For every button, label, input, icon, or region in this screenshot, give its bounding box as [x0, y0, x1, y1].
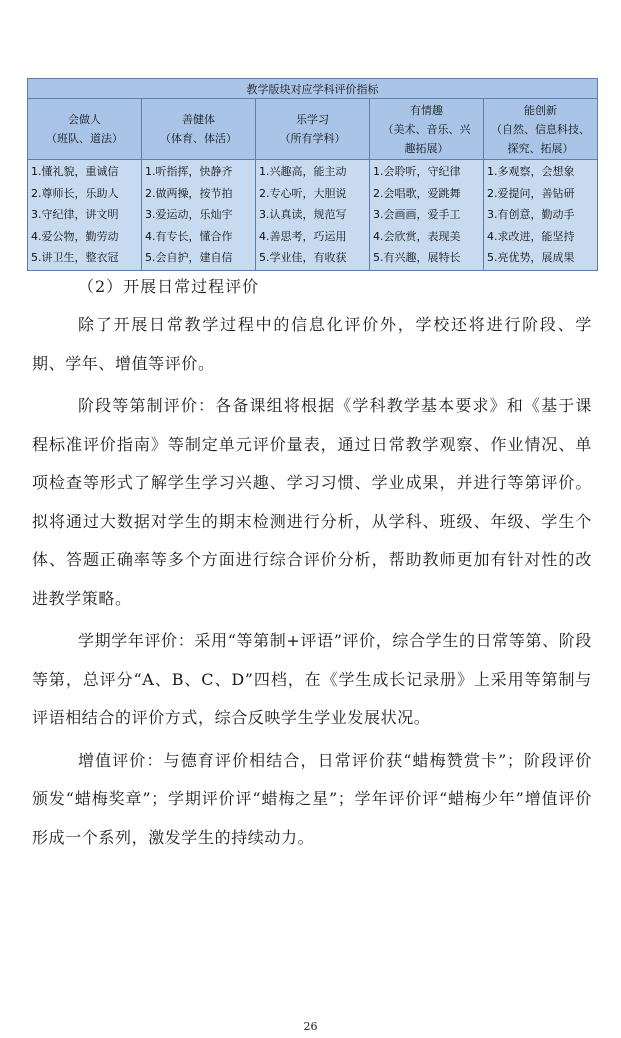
- indicator-item: 4.求改进，能坚持: [487, 229, 575, 243]
- paragraph: 增值评价：与德育评价相结合，日常评价获“蜡梅赞赏卡”；阶段评价颁发“蜡梅奖章”；学期评价评“蜡梅之星”；学年评价评“蜡梅少年”增值评价形成一个系列，激发学生的持续动力。: [32, 750, 592, 847]
- column-subjects: （体育、体活）: [160, 132, 237, 145]
- indicator-item: 2.做两操，按节拍: [145, 186, 233, 200]
- column-name: 能创新: [524, 103, 557, 117]
- table-cell: [484, 160, 598, 271]
- table-header-row: [28, 99, 598, 160]
- indicator-item: 1.听指挥，快静齐: [145, 165, 233, 179]
- paragraph: 学期学年评价：采用“等第制+评语”评价，综合学生的日常等第、阶段等第，总评分“A、B、C、D”四档，在《学生成长记录册》上采用等第制与评语相结合的评价方式，综合反映学生学业发展状况。: [32, 631, 592, 727]
- table-cell: [370, 160, 484, 271]
- indicator-item: 2.会唱歌，爱跳舞: [373, 186, 461, 200]
- table-cell: [142, 160, 256, 271]
- column-name: 会做人: [68, 113, 101, 126]
- indicator-item: 5.讲卫生，整衣冠: [31, 251, 119, 265]
- column-header: [28, 99, 142, 160]
- column-subjects: （班队、道法）: [46, 132, 123, 145]
- document-body: [32, 268, 592, 857]
- section-subheading: （2）开展日常过程评价: [78, 277, 260, 296]
- indicator-item: 4.会欣赏，表现美: [373, 229, 461, 243]
- column-header: [142, 99, 256, 160]
- indicator-item: 2.专心听，大胆说: [259, 186, 347, 200]
- indicator-item: 3.爱运动，乐灿宇: [145, 208, 233, 222]
- column-name: 乐学习: [296, 113, 329, 126]
- indicator-item: 1.多观察，会想象: [487, 165, 575, 179]
- indicator-item: 5.会自护，建自信: [145, 251, 233, 265]
- indicator-item: 1.兴趣高，能主动: [259, 165, 347, 179]
- evaluation-table-container: [27, 78, 598, 271]
- column-subjects: （所有学科）: [279, 132, 346, 145]
- paragraph: 除了开展日常教学过程中的信息化评价外，学校还将进行阶段、学期、学年、增值等评价。: [32, 315, 592, 373]
- indicator-item: 5.学业佳，有收获: [259, 251, 347, 265]
- column-header: [256, 99, 370, 160]
- table-cell: [28, 160, 142, 271]
- indicator-item: 4.爱公物，勤劳动: [31, 229, 119, 243]
- indicator-item: 3.会画画，爱手工: [373, 208, 461, 222]
- column-name: 善健体: [182, 113, 215, 126]
- column-header: [370, 99, 484, 160]
- table-title: 教学版块对应学科评价指标: [28, 79, 598, 99]
- table-title-row: [28, 79, 598, 99]
- evaluation-table: [27, 78, 598, 271]
- table-cell: [256, 160, 370, 271]
- indicator-item: 1.会聆听，守纪律: [373, 165, 461, 179]
- indicator-item: 5.亮优势，展成果: [487, 251, 575, 265]
- indicator-item: 2.尊师长，乐助人: [31, 186, 119, 200]
- indicator-item: 1.懂礼貌，重诚信: [31, 165, 119, 179]
- indicator-item: 4.善思考，巧运用: [259, 229, 347, 243]
- page-number: 26: [303, 1020, 318, 1033]
- column-name: 有情趣: [410, 103, 443, 117]
- table-body-row: [28, 160, 598, 271]
- indicator-item: 3.认真读，规范写: [259, 208, 347, 222]
- column-header: [484, 99, 598, 160]
- indicator-item: 4.有专长，懂合作: [145, 229, 233, 243]
- column-subjects: （美术、音乐、兴趣拓展）: [382, 122, 471, 155]
- indicator-item: 3.有创意，勤动手: [487, 208, 575, 222]
- column-subjects: （自然、信息科技、探究、拓展）: [491, 122, 590, 155]
- indicator-item: 2.爱提问，善钻研: [487, 186, 575, 200]
- indicator-item: 5.有兴趣，展特长: [373, 251, 461, 265]
- indicator-item: 3.守纪律，讲文明: [31, 208, 119, 222]
- paragraph: 阶段等第制评价：各备课组将根据《学科教学基本要求》和《基于课程标准评价指南》等制定单元评价量表，通过日常教学观察、作业情况、单项检查等形式了解学生学习兴趣、学习习惯、学业成果，并进行等第评价。拟将通过大数据对学生的期末检测进行分析，从学科、班级、年级、学生个体、答题正确率等多个方面进行综合评价分析，帮助教师更加有针对性的改进教学策略。: [32, 396, 592, 608]
